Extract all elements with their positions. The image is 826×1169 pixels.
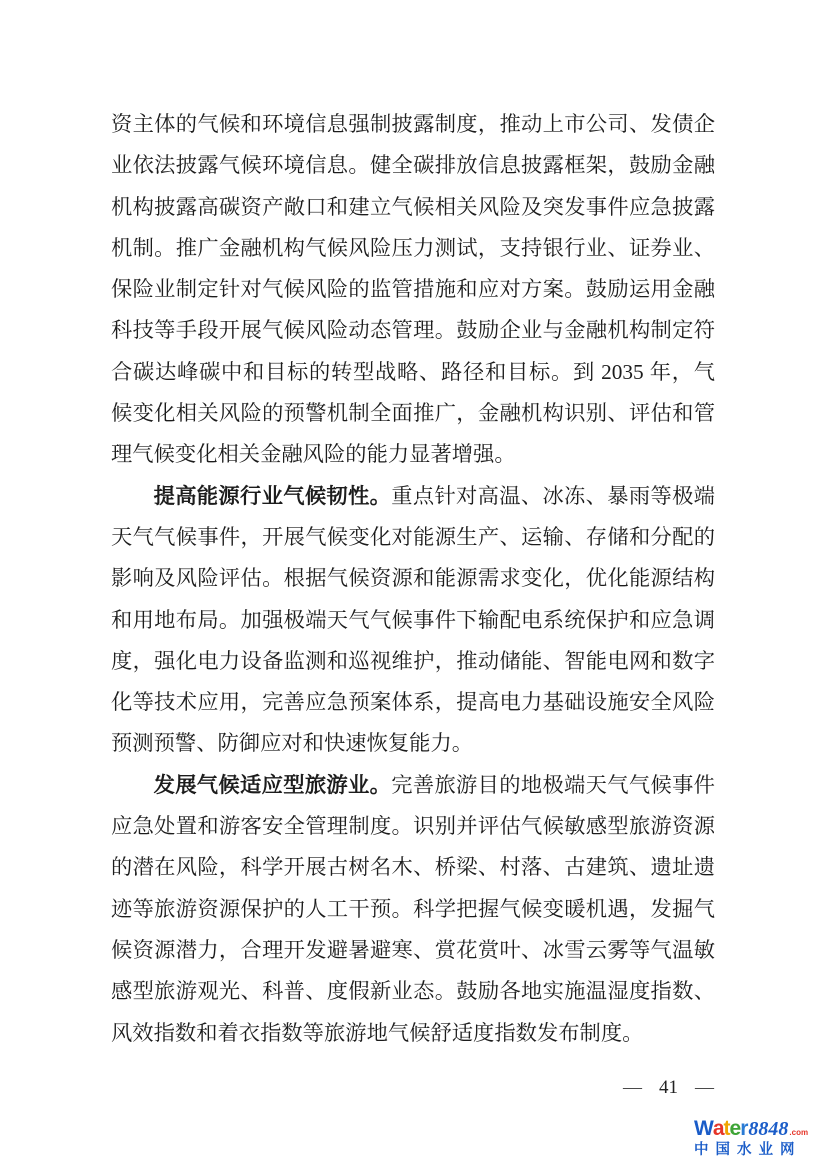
logo-letter-e: e <box>729 1117 741 1140</box>
page-number <box>623 1077 714 1099</box>
paragraph-text: 重点针对高温、冰冻、暴雨等极端天气气候事件，开展气候变化对能源生产、运输、存储和分配的影响及风险评估。根据气候资源和能源需求变化，优化能源结构和用地布局。加强极端天气气候事件下输配电系统保护和应急调度，强化电力设备监测和巡视维护，推动储能、智能电网和数字化等技术应用，完善应急预案体系，提高电力基础设施安全风险预测预警、防御应对和快速恢复能力。 <box>111 483 715 756</box>
paragraph-lead: 提高能源行业气候韧性。 <box>153 483 392 508</box>
page-number-right-dash: — <box>695 1077 714 1098</box>
logo-letter-w: W <box>694 1117 713 1140</box>
paragraph-text: 完善旅游目的地极端天气气候事件应急处置和游客安全管理制度。识别并评估气候敏感型旅游资源的潜在风险，科学开展古树名木、桥梁、村落、古建筑、遗址遗迹等旅游资源保护的人工干预。科学把握气候变暖机遇，发掘气候资源潜力，合理开发避暑避寒、赏花赏叶、冰雪云雾等气温敏感型旅游观光、科普、度假新业态。鼓励各地实施温湿度指数、风效指数和着衣指数等旅游地气候舒适度指数发布制度。 <box>111 772 715 1045</box>
logo-number: 8848 <box>748 1118 789 1140</box>
logo-tld: .com <box>789 1128 809 1137</box>
paragraph-text: 资主体的气候和环境信息强制披露制度，推动上市公司、发债企业依法披露气候环境信息。健全碳排放信息披露框架，鼓励金融机构披露高碳资产敞口和建立气候相关风险及突发事件应急披露机制。推广金融机构气候风险压力测试，支持银行业、证券业、保险业制定针对气候风险的监管措施和应对方案。鼓励运用金融科技等手段开展气候风险动态管理。鼓励企业与金融机构制定符合碳达峰碳中和目标的转型战略、路径和目标。到 2035 年，气候变化相关风险的预警机制全面推广，金融机构识别、评估和管理气候变化相关金融风险的能力显著增强。 <box>111 112 715 467</box>
paragraph <box>111 765 715 1054</box>
page-number-left-dash: — <box>623 1077 642 1098</box>
paragraph <box>111 476 715 765</box>
logo-subtitle: 中国水业网 <box>694 1142 802 1158</box>
logo-brand-line <box>694 1118 824 1139</box>
logo-letter-r: r <box>740 1117 748 1140</box>
body-text <box>111 104 715 1054</box>
page-number-value: 41 <box>659 1077 678 1098</box>
logo-letter-t: t <box>723 1117 730 1140</box>
paragraph-lead: 发展气候适应型旅游业。 <box>153 772 392 797</box>
logo-letter-a: a <box>712 1117 724 1140</box>
water8848-watermark-logo <box>694 1118 824 1158</box>
paragraph <box>111 104 715 476</box>
